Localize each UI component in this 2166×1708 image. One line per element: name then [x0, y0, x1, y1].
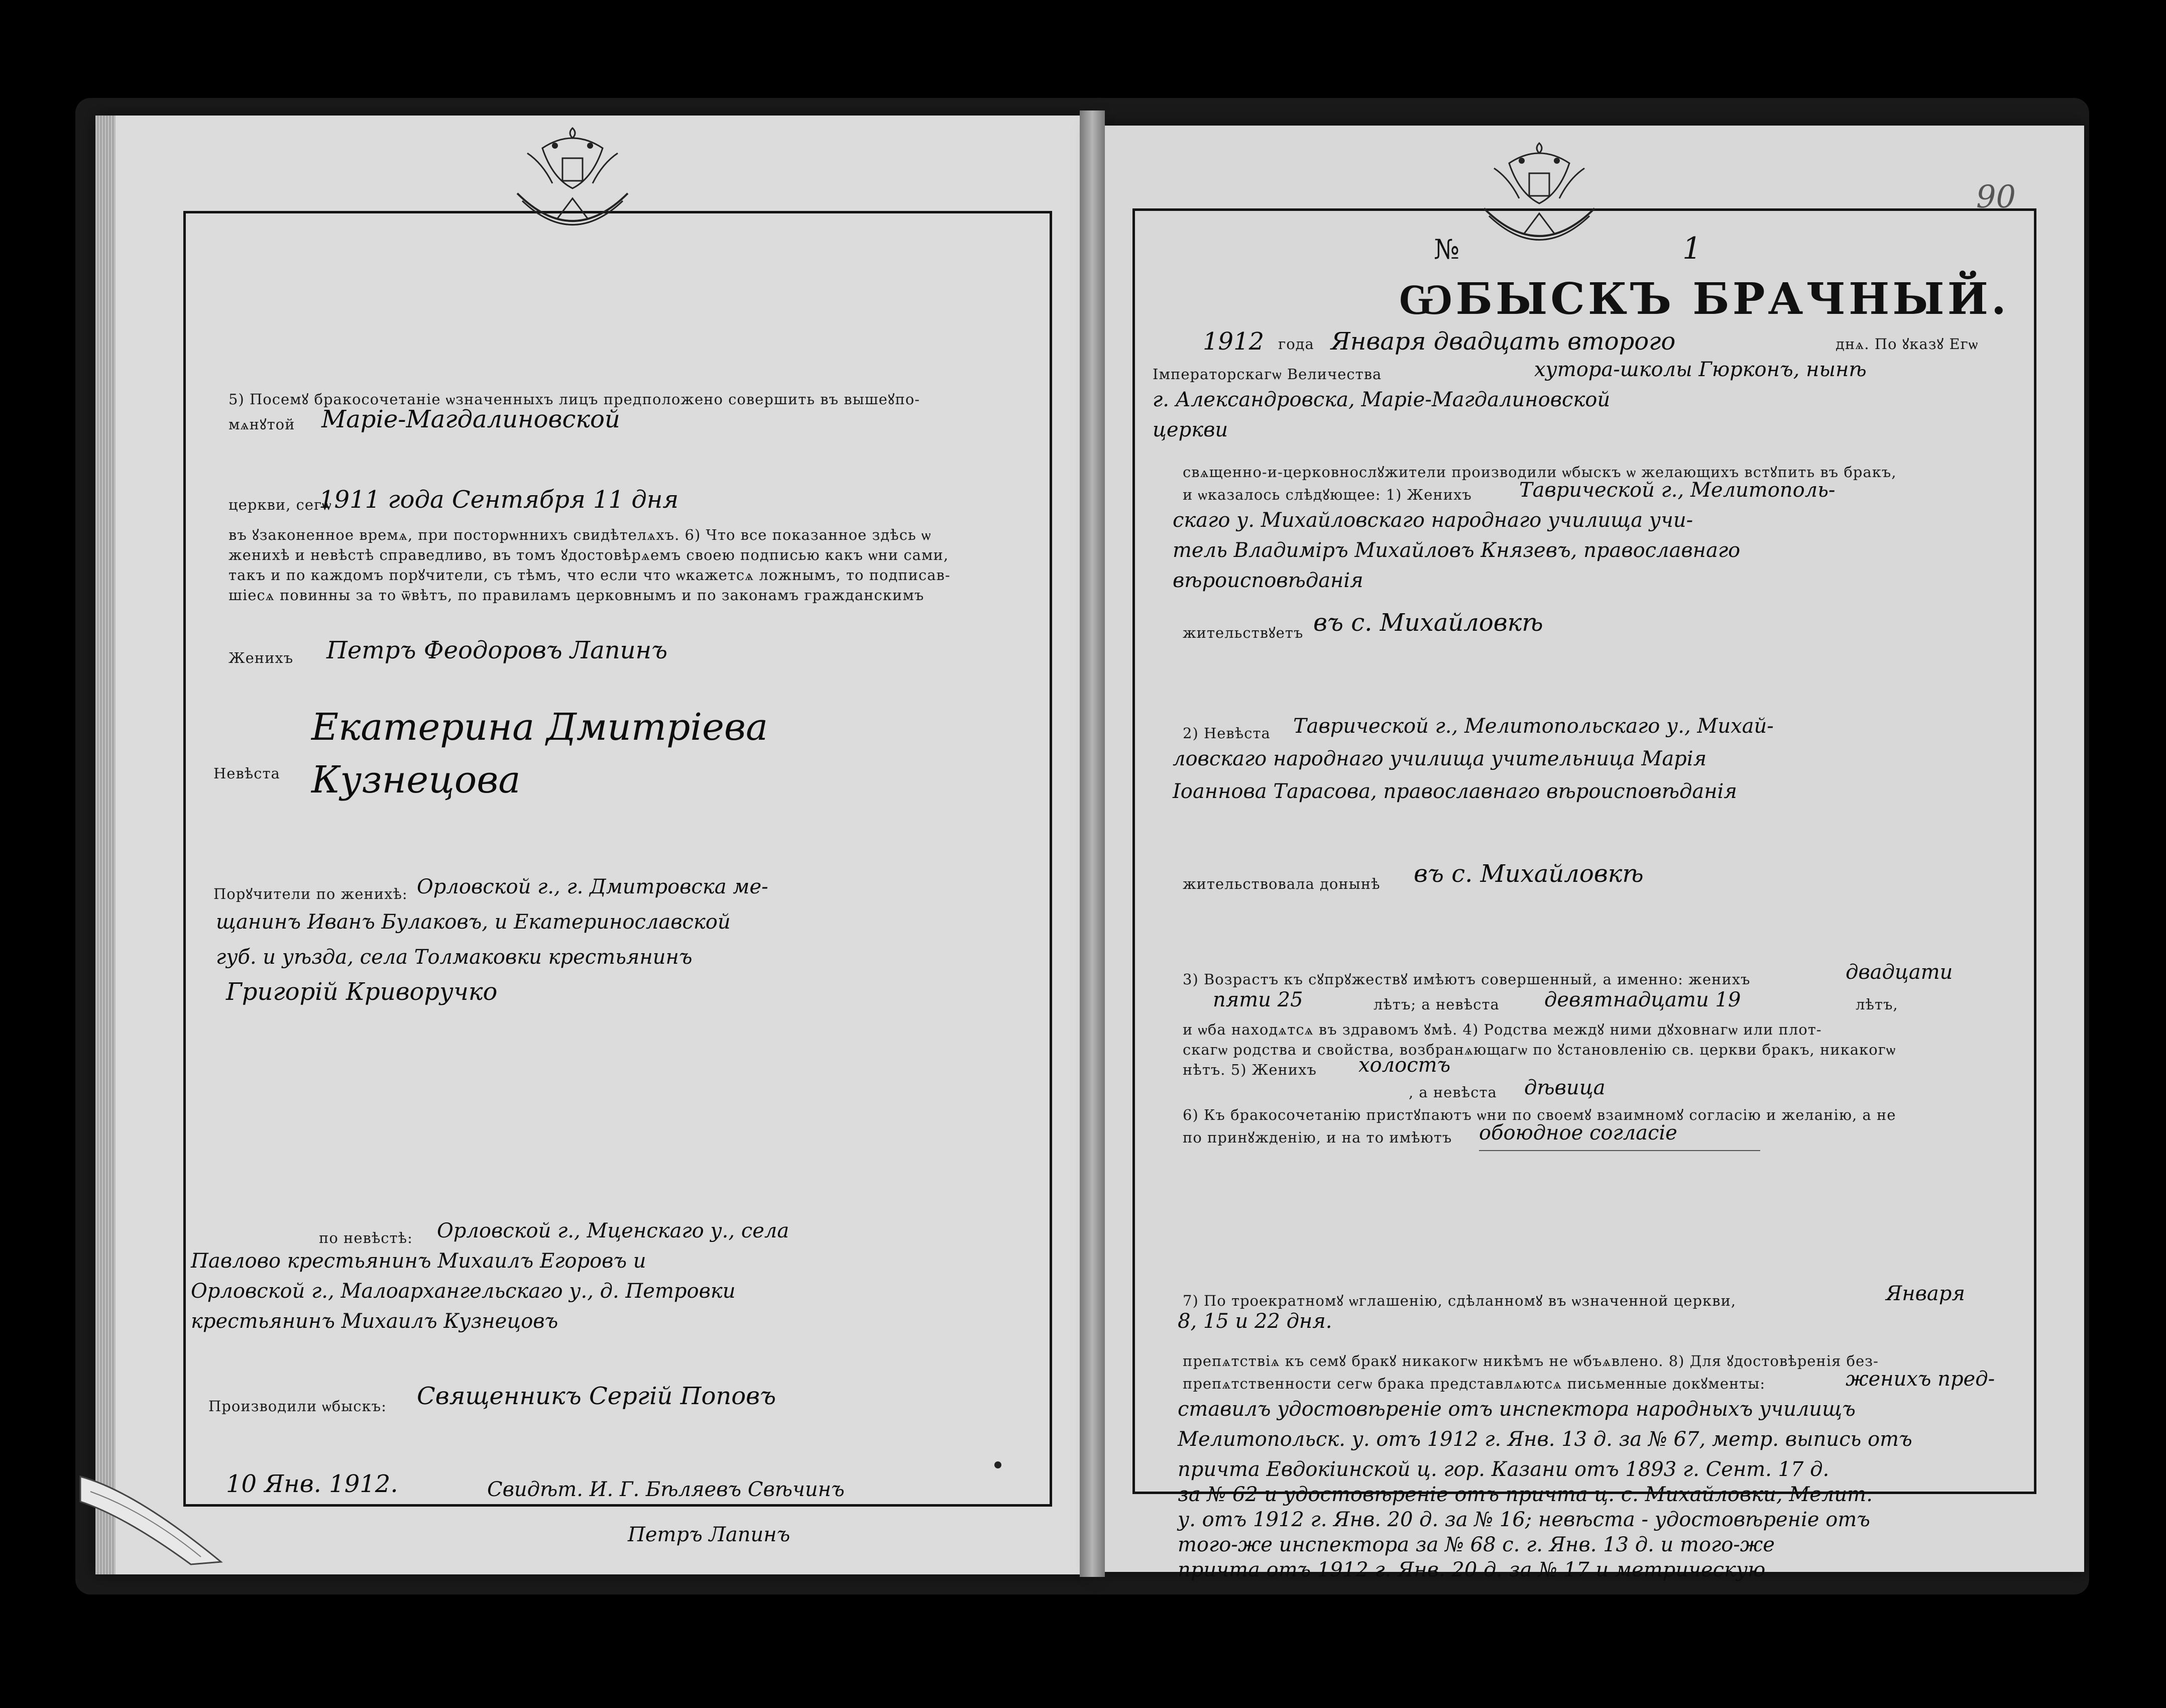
double-headed-eagle-emblem	[507, 118, 638, 244]
banns-print: 7) По троекратномꙋ ѡглашенію, сдѣланномꙋ въ ѡзначенной церкви,	[1183, 1292, 1737, 1309]
church-year-print: церкви, сегѡ	[229, 496, 332, 513]
double-headed-eagle-emblem	[1474, 133, 1605, 259]
groom-details-hand-line-2: скаго у. Михайловскаго народнаго училища учи-	[1173, 509, 1693, 532]
age-print-line-2: лѣтъ; а невѣста	[1374, 996, 1500, 1013]
attestation-line-1: въ ꙋзаконенное времѧ, при посторѡннихъ свидѣтелѧхъ. 6) Что все показанное здѣсь ѡ	[229, 526, 932, 543]
groom-sureties-hand-line-4: Григорій Криворучко	[226, 978, 498, 1006]
search-by-label: Производили ѡбыскъ:	[208, 1398, 387, 1415]
bride-label: Невѣста	[213, 765, 280, 782]
marriage-place-print-line-1: 5) Посемꙋ бракосочетаніе ѡзначенныхъ лицъ предположено совершить въ вышеꙋпо-	[229, 391, 920, 408]
kinship-print-line-2: скагѡ родства и свойства, возбранѧющагѡ по ꙋстановленію св. церкви бракъ, никакогѡ	[1183, 1041, 1896, 1058]
documents-hand-line-2: ставилъ удостовѣреніе отъ инспектора народныхъ училищъ	[1178, 1398, 1856, 1421]
bride-sureties-hand-line-2: Павлово крестьянинъ Михаилъ Егоровъ и	[191, 1249, 646, 1273]
groom-age-handwritten-2: пяти 25	[1213, 988, 1303, 1011]
folio-number-handwritten: 90	[1976, 178, 2016, 215]
documents-hand-line-6: у. отъ 1912 г. Янв. 20 д. за № 16; невѣста - удостовѣреніе отъ	[1178, 1508, 1870, 1531]
decree-print: днѧ. По ꙋказꙋ Егѡ	[1836, 335, 1979, 353]
bride-residence-label: жительствовала донынѣ	[1183, 875, 1381, 892]
groom-status-handwritten: холостъ	[1358, 1054, 1451, 1077]
binding-hole	[994, 1461, 1001, 1468]
documents-hand-line-3: Мелитопольск. у. отъ 1912 г. Янв. 13 д. за № 67, метр. выпись отъ	[1178, 1428, 1912, 1451]
documents-hand-line-8: причта отъ 1912 г. Янв. 20 д. за № 17 и метрическую	[1178, 1558, 1766, 1581]
kinship-print-line-3: нѣтъ. 5) Женихъ	[1183, 1061, 1317, 1078]
date-handwritten: Января двадцать второго	[1331, 327, 1676, 356]
bride-sureties-label: по невѣстѣ:	[319, 1229, 413, 1246]
groom-residence-label: жительствꙋетъ	[1183, 624, 1304, 641]
groom-sureties-hand-line-2: щанинъ Иванъ Булаковъ, и Екатеринославской	[216, 910, 731, 934]
attestation-line-4: шіесѧ повинны за то ѿвѣтъ, по правиламъ церковнымъ и по законамъ гражданскимъ	[229, 587, 925, 604]
documents-hand-line-5: за № 62 и удостовѣреніе отъ причта ц. с. Михайловки, Мелит.	[1178, 1483, 1873, 1506]
right-page	[1092, 126, 2084, 1581]
groom-sureties-label: Порꙋчители по женихѣ:	[213, 885, 408, 902]
bride-name-handwritten-line-2: Кузнецова	[311, 758, 521, 802]
age-print-line-1: 3) Возрастъ къ сꙋпрꙋжествꙋ имѣютъ совершенный, а именно: женихъ	[1183, 971, 1751, 988]
page-corner-curl	[75, 1471, 226, 1567]
bride-details-hand-line-2: ловскаго народнаго училища учительница Марія	[1173, 747, 1707, 770]
groom-sureties-hand-line-3: губ. и уѣзда, села Толмаковки крестьянинъ	[216, 946, 693, 969]
clergy-print-line-2: и ѡказалось слѣдꙋющее: 1) Женихъ	[1183, 486, 1472, 503]
groom-age-handwritten-1: двадцати	[1846, 961, 1953, 984]
location-handwritten-line-2: г. Александровска, Маріе-Магдалиновской	[1153, 388, 1611, 411]
location-handwritten-line-3: церкви	[1153, 418, 1228, 441]
record-number-label: №	[1434, 234, 1460, 265]
consent-print-line-1: 6) Къ бракосочетанію пристꙋпаютъ ѡни по своемꙋ взаимномꙋ согласію и желанію, а не	[1183, 1106, 1896, 1123]
book-spine	[1080, 110, 1105, 1577]
consent-underline	[1479, 1150, 1760, 1151]
banns-handwritten-2: 8, 15 и 22 дня.	[1178, 1310, 1332, 1333]
bride-residence-handwritten: въ с. Михайловкѣ	[1414, 860, 1644, 888]
groom-details-hand-line-4: вѣроисповѣданія	[1173, 569, 1363, 592]
groom-label: Женихъ	[229, 649, 294, 666]
priest-name-handwritten: Священникъ Сергій Поповъ	[417, 1382, 776, 1410]
marriage-date-handwritten: 1911 года Сентября 11 дня	[319, 486, 679, 514]
consent-print-line-2: по принꙋжденію, и на то имѣютъ	[1183, 1129, 1452, 1146]
church-name-handwritten: Маріе-Магдалиновской	[321, 405, 620, 433]
location-handwritten-line-1: хутора-школы Гюрконъ, нынѣ	[1534, 358, 1867, 381]
groom-residence-handwritten: въ с. Михайловкѣ	[1313, 609, 1543, 637]
bride-label: 2) Невѣста	[1183, 725, 1271, 742]
year-print: года	[1278, 335, 1314, 353]
groom-signature-handwritten: Петръ Лапинъ	[628, 1523, 790, 1546]
bride-details-hand-line-3: Іоаннова Тарасова, православнаго вѣроисповѣданія	[1173, 780, 1737, 803]
year-handwritten: 1912	[1203, 327, 1265, 356]
majesty-print: Імператорскагѡ Величества	[1153, 366, 1382, 383]
documents-hand-line-7: того-же инспектора за № 68 с. г. Янв. 13 д. и того-же	[1178, 1533, 1775, 1556]
attestation-line-2: женихѣ и невѣстѣ справедливо, въ томъ ꙋдостовѣрѧемъ своею подписью какъ ѡни сами,	[229, 546, 949, 563]
bride-details-hand-line-1: Таврической г., Мелитопольскаго у., Михай-	[1293, 715, 1774, 738]
document-title: ѠБЫСКЪ БРАЧНЫЙ.	[1399, 274, 2009, 324]
bride-status-label: , а невѣста	[1409, 1084, 1497, 1101]
groom-details-hand-line-1: Таврической г., Мелитополь-	[1519, 479, 1836, 502]
bride-sureties-hand-line-4: крестьянинъ Михаилъ Кузнецовъ	[191, 1310, 558, 1333]
consent-handwritten: обоюдное согласіе	[1479, 1121, 1677, 1145]
impediment-print-line-2: препѧтственности сегѡ брака представлѧютсѧ письменные докꙋменты:	[1183, 1375, 1766, 1392]
bride-age-handwritten: девятнадцати 19	[1544, 988, 1741, 1011]
attestation-line-3: такъ и по каждомъ порꙋчители, съ тѣмъ, что если что ѡкажетсѧ ложнымъ, то подписав-	[229, 566, 951, 584]
clergy-print-line-1: свѧщенно-и-церковнослꙋжители производили ѡбыскъ ѡ желающихъ встꙋпить въ бракъ,	[1183, 464, 1897, 481]
documents-hand-line-4: причта Евдокіинской ц. гор. Казани отъ 1893 г. Сент. 17 д.	[1178, 1458, 1830, 1481]
age-print-line-3: лѣтъ,	[1856, 996, 1898, 1013]
groom-sureties-hand-line-1: Орловской г., г. Дмитровска ме-	[417, 875, 768, 898]
marriage-place-print-line-2: мѧнꙋтой	[229, 416, 295, 433]
bride-status-handwritten: дѣвица	[1524, 1076, 1606, 1099]
signature-date-handwritten: 10 Янв. 1912.	[226, 1470, 398, 1498]
bride-name-handwritten-line-1: Екатерина Дмитріева	[311, 706, 768, 749]
left-page	[95, 116, 1092, 1574]
groom-details-hand-line-3: тель Владиміръ Михайловъ Князевъ, православнаго	[1173, 539, 1741, 562]
bride-sureties-hand-line-1: Орловской г., Мценскаго у., села	[437, 1219, 789, 1242]
left-page-edges	[95, 116, 116, 1574]
record-number-handwritten: 1	[1682, 231, 1702, 266]
witness-signature-handwritten: Свидѣт. И. Г. Бѣляевъ Свѣчинъ	[487, 1478, 845, 1501]
banns-handwritten-1: Января	[1886, 1282, 1965, 1305]
kinship-print-line-1: и ѡба находѧтсѧ въ здравомъ ꙋмѣ. 4) Родства междꙋ ними дꙋховнагѡ или плот-	[1183, 1021, 1822, 1038]
groom-name-handwritten: Петръ Феодоровъ Лапинъ	[326, 636, 668, 664]
bride-sureties-hand-line-3: Орловской г., Малоархангельскаго у., д. Петровки	[191, 1280, 736, 1303]
documents-hand-line-1: женихъ пред-	[1846, 1368, 1995, 1391]
impediment-print-line-1: препѧтствіѧ къ семꙋ бракꙋ никакогѡ никѣмъ не ѡбъѧвлено. 8) Для ꙋдостовѣренія без-	[1183, 1352, 1879, 1370]
